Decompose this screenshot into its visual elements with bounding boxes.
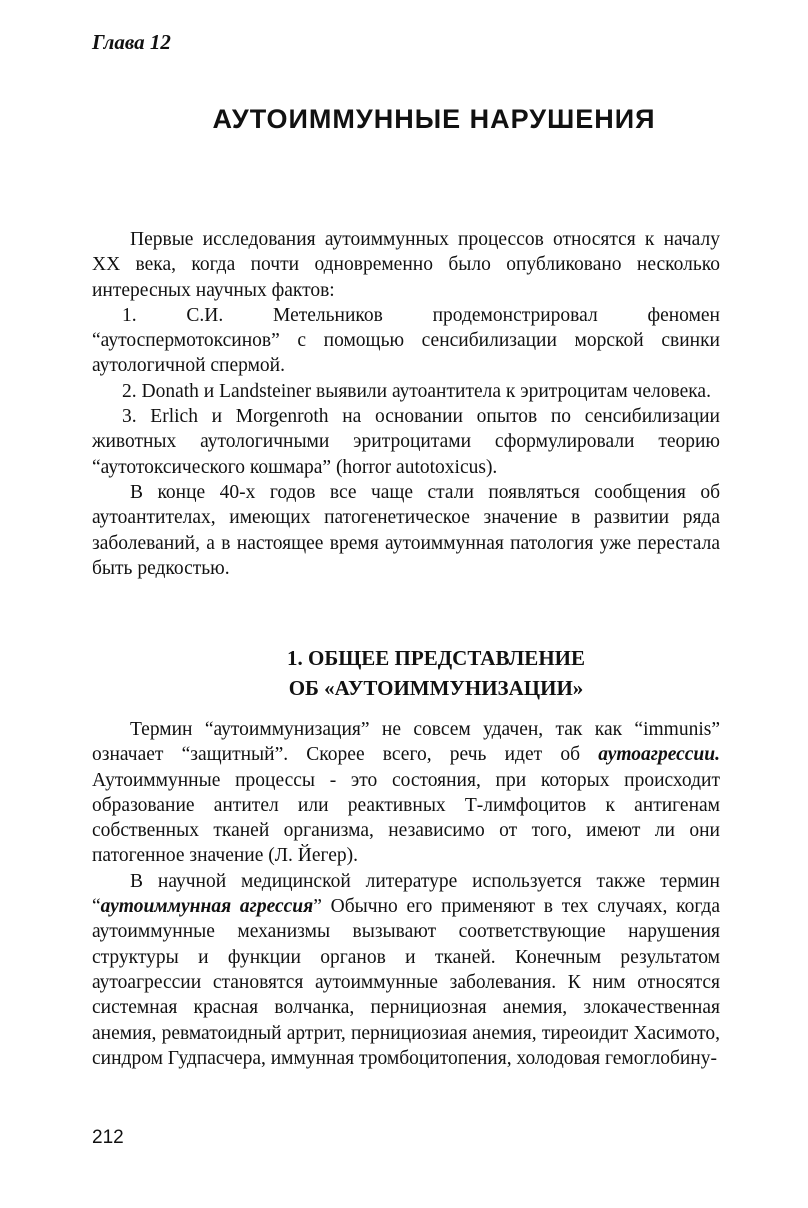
page-number: 212 <box>92 1127 124 1148</box>
section-paragraph <box>92 869 720 1071</box>
list-item: 3. Erlich и Morgenroth на основании опытов по сенсибилизации животных аутологичными эритроцитами сформулировали теорию “аутотоксического кошмара” (horror autotoxicus). <box>92 406 720 478</box>
intro-text <box>92 227 720 581</box>
list-item: 1. С.И. Метельников продемонстрировал феномен “аутоспермотоксинов” с помощью сенсибилизации морской свинки аутологичной спермой. <box>92 304 720 377</box>
section-title-line: 1. ОБЩЕЕ ПРЕДСТАВЛЕНИЕ <box>287 646 585 670</box>
text-run: Термин “аутоиммунизация” не совсем удачен, так как “immunis” означает “защитный”. Скорее всего, речь идет об <box>92 719 720 766</box>
text-run: ” Обычно его применяют в тех случаях, когда аутоиммунные механизмы вызывают соответствующие нарушения структуры и функции органов и тканей. Конечным результатом аутоагрессии становятся аутоиммунные заболевания. К ним относятся системная красная волчанка, пернициозная анемия, злокачественная анемия, ревматоидный артрит, пернициозиая анемия, тиреоидит Хасимото, синдром Гудпасчера, иммунная тромбоцитопения, холодовая гемоглобину- <box>92 896 720 1069</box>
chapter-title: АУТОИММУННЫЕ НАРУШЕНИЯ <box>212 104 656 134</box>
text-run: В научной медицинской литературе используется также термин “ <box>92 870 720 918</box>
list-item: 2. Donath и Landsteiner выявили аутоантитела к эритроцитам человека. <box>122 380 711 402</box>
intro-paragraph: Первые исследования аутоиммунных процессов относятся к началу XX века, когда почти одновременно было опубликовано несколько интересных научных фактов: <box>92 229 720 301</box>
section-text <box>92 717 720 1071</box>
chapter-label: Глава 12 <box>92 30 171 54</box>
emphasized-term: аутоиммунная агрессия <box>100 896 314 918</box>
text-run: Аутоиммунные процессы - это состояния, при которых происходит образование антител или реактивных Т-лимфоцитов к антигенам собственных тканей организма, независимо от того, имеют ли они патогенное значение (Л. Йегер). <box>92 769 720 867</box>
section-title-line: ОБ «АУТОИММУНИЗАЦИИ» <box>288 676 584 700</box>
emphasized-term: аутоагрессии. <box>598 744 720 766</box>
section-paragraph <box>92 717 720 869</box>
intro-paragraph: В конце 40-х годов все чаще стали появляться сообщения об аутоантителах, имеющих патогенетическое значение в развитии ряда заболеваний, а в настоящее время аутоиммунная патология уже перестала быть редкостью. <box>92 481 720 579</box>
section-title <box>92 643 720 703</box>
